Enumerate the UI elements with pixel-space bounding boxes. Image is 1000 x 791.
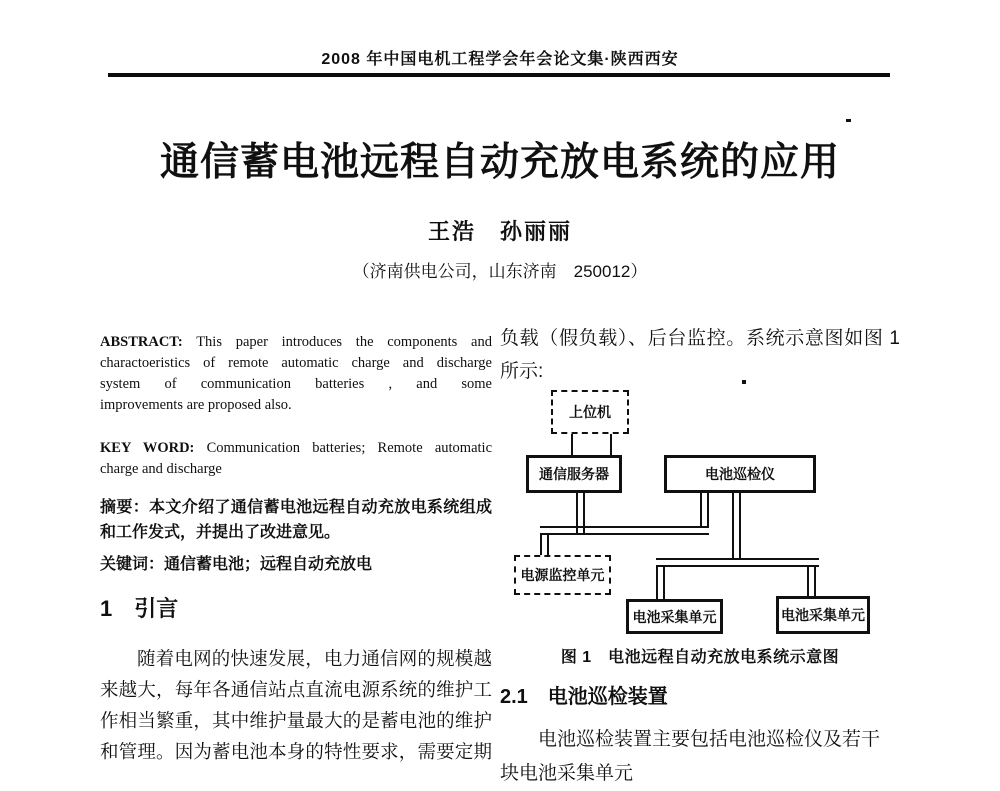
abstract-cn-text: 本文介绍了通信蓄电池远程自动充放电系统组成和工作发式，并提出了改进意见。	[100, 499, 492, 541]
connector-line	[700, 493, 709, 526]
connector-line	[540, 535, 549, 556]
abstract-line: improvements are proposed also.	[100, 397, 292, 413]
connector-bus	[540, 526, 709, 535]
node-host-computer: 上位机	[551, 390, 629, 434]
keywords-en-line	[100, 438, 492, 459]
abstract-section	[100, 332, 492, 416]
node-power-monitor-unit: 电源监控单元	[514, 555, 611, 595]
authors: 王浩 孙丽丽	[427, 219, 572, 244]
section-1-heading: 1 引言	[100, 596, 179, 621]
section-1-paragraph	[100, 643, 492, 767]
lead-paragraph-line: 所示:	[500, 361, 544, 382]
figure-caption: 图 1 电池远程自动充放电系统示意图	[560, 649, 840, 666]
paragraph-line: 来越大，每年各通信站点直流电源系统的维护工	[100, 679, 492, 700]
paragraph-line: 随着电网的快速发展，电力通信网的规模越	[137, 648, 492, 669]
right-column	[500, 322, 900, 791]
node-battery-patrol-instrument: 电池巡检仪	[664, 455, 816, 493]
connector-line	[610, 434, 612, 456]
left-column	[100, 332, 492, 767]
abstract-line: charactoeristics of remote automatic charge and discharge	[100, 355, 492, 371]
scan-speck	[846, 119, 851, 122]
connector-line	[807, 567, 816, 597]
abstract-text: This paper introduces the components and	[182, 334, 492, 350]
keywords-cn-label: 关键词：	[100, 556, 165, 573]
paragraph-line: 电池巡检装置主要包括电池巡检仪及若干	[538, 729, 881, 750]
abstract-line: system of communication batteries , and some	[100, 376, 492, 392]
keywords-en-label: KEY WORD:	[100, 440, 195, 456]
node-battery-collector-left: 电池采集单元	[626, 599, 723, 634]
section-2-1-paragraph	[500, 723, 900, 791]
keywords-en-section	[100, 438, 492, 480]
system-diagram	[500, 389, 900, 637]
connector-line	[732, 493, 741, 559]
connector-line	[656, 567, 665, 599]
lead-paragraph-line: 负载（假负载）、后台监控。系统示意图如图 1	[500, 328, 900, 349]
keywords-cn	[100, 552, 492, 577]
paragraph-line-clipped: 块电池采集单元	[500, 763, 634, 784]
keywords-cn-text: 通信蓄电池；远程自动充放电	[164, 556, 373, 573]
connector-line	[571, 434, 573, 456]
node-comm-server: 通信服务器	[526, 455, 622, 493]
abstract-cn	[100, 495, 492, 545]
node-battery-collector-right: 电池采集单元	[776, 596, 870, 634]
paragraph-line: 和管理。因为蓄电池本身的特性要求，需要定期	[100, 741, 492, 762]
paragraph-line: 作相当繁重，其中维护量最大的是蓄电池的维护	[100, 710, 492, 731]
abstract-cn-label: 摘要：	[100, 499, 150, 516]
paper-title: 通信蓄电池远程自动充放电系统的应用	[159, 141, 840, 184]
scan-speck	[742, 380, 746, 384]
abstract-line	[100, 332, 492, 353]
connector-bus	[656, 558, 819, 567]
keywords-en-text: Communication batteries; Remote automatic	[194, 440, 493, 456]
abstract-label: ABSTRACT:	[100, 334, 183, 350]
proceedings-header: 2008 年中国电机工程学会年会论文集·陕西西安	[321, 51, 679, 68]
section-2-1-heading: 2.1 电池巡检装置	[500, 686, 668, 708]
affiliation: （济南供电公司，山东济南 250012）	[352, 262, 648, 281]
header-rule	[108, 73, 890, 77]
keywords-en-line: charge and discharge	[100, 461, 222, 477]
